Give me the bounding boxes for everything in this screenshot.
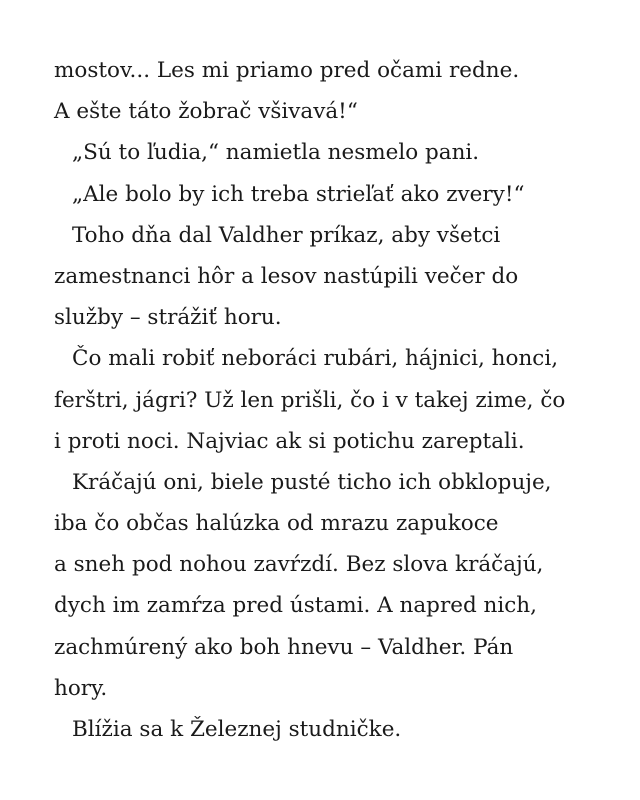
text-line-8: Čo mali robiť neboráci rubári, hájnici, honci, (72, 346, 559, 372)
text-line-12: iba čo občas halúzka od mrazu zapukoce (54, 511, 499, 537)
text-line-7: služby – strážiť horu. (54, 305, 282, 331)
text-line-14: dych im zamŕza pred ústami. A napred nich, (54, 593, 537, 619)
text-line-9: ferštri, jágri? Už len prišli, čo i v takej zime, čo (54, 387, 566, 413)
text-line-15: zachmúrený ako boh hnevu – Valdher. Pán (54, 634, 514, 660)
text-line-1: mostov... Les mi priamo pred očami redne. (54, 58, 520, 83)
book-page-text (54, 50, 594, 750)
text-line-16: hory. (54, 675, 108, 701)
text-line-6: zamestnanci hôr a lesov nastúpili večer do (54, 263, 519, 289)
text-line-17: Blížia sa k Železnej studničke. (72, 717, 402, 742)
text-line-5: Toho dňa dal Valdher príkaz, aby všetci (72, 222, 501, 248)
text-line-2: A ešte táto žobrač všivavá!“ (54, 99, 358, 125)
text-line-10: i proti noci. Najviac ak si potichu zareptali. (54, 428, 525, 454)
text-line-11: Kráčajú oni, biele pusté ticho ich obklopuje, (72, 469, 552, 495)
text-line-13: a sneh pod nohou zavŕzdí. Bez slova kráčajú, (54, 552, 544, 578)
text-line-3: „Sú to ľudia,“ namietla nesmelo pani. (72, 140, 480, 166)
text-line-4: „Ale bolo by ich treba strieľať ako zvery!“ (72, 181, 525, 207)
